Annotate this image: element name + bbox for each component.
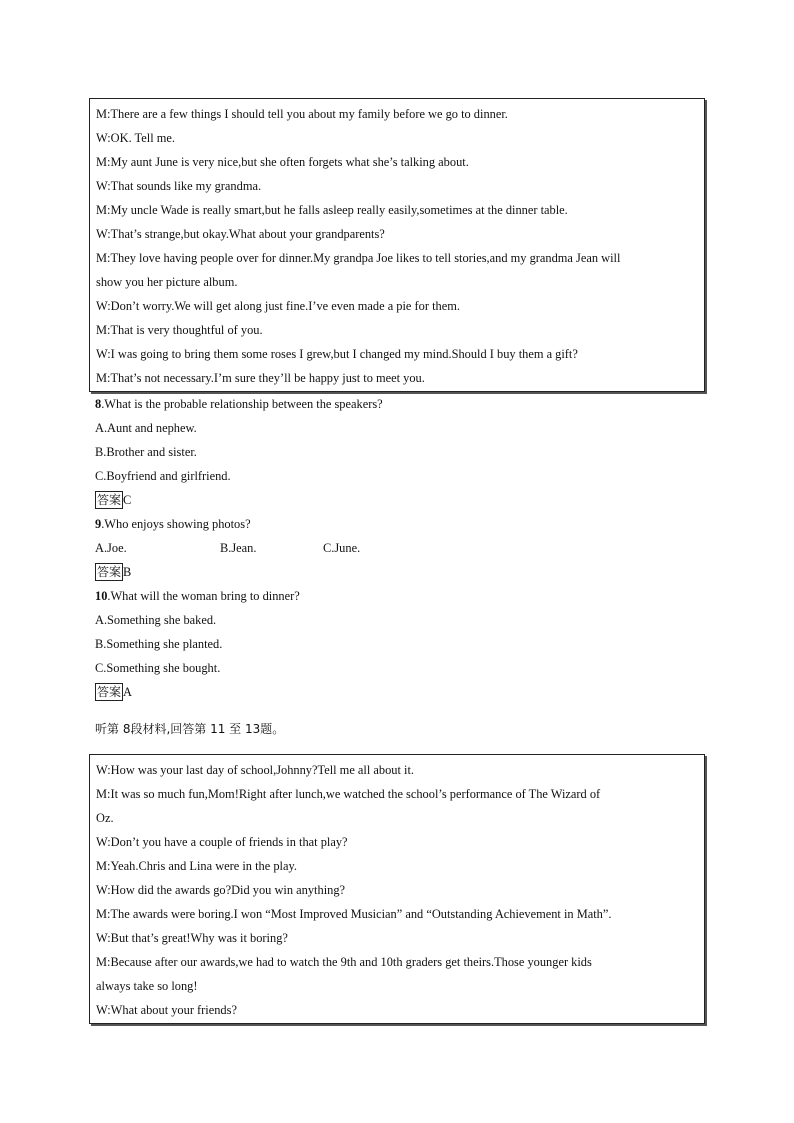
dialogue-box-2 xyxy=(89,754,705,1024)
question-9-option-a: A.Joe. xyxy=(95,541,127,555)
dialogue-line: always take so long! xyxy=(96,979,198,993)
dialogue-line: M:Yeah.Chris and Lina were in the play. xyxy=(96,859,297,873)
question-8-stem xyxy=(95,392,383,416)
question-8-answer xyxy=(95,488,131,512)
question-8-option-c: C.Boyfriend and girlfriend. xyxy=(95,469,231,483)
question-text: .What is the probable relationship between the speakers? xyxy=(101,397,383,411)
question-number: 10 xyxy=(95,589,108,603)
answer-value: B xyxy=(123,565,132,579)
dialogue-line: M:They love having people over for dinner.My grandpa Joe likes to tell stories,and my grandma Jean will xyxy=(96,251,621,265)
dialogue-line: W:I was going to bring them some roses I grew,but I changed my mind.Should I buy them a gift? xyxy=(96,347,578,361)
question-8-option-b: B.Brother and sister. xyxy=(95,445,197,459)
dialogue-line: show you her picture album. xyxy=(96,275,238,289)
answer-tag: 答案 xyxy=(97,685,122,699)
dialogue-box-1 xyxy=(89,98,705,392)
question-9-option-c: C.June. xyxy=(323,541,361,555)
section-heading: 听第 8段材料,回答第 11 至 13题。 xyxy=(95,722,285,736)
question-10-option-a: A.Something she baked. xyxy=(95,613,217,627)
question-9-stem xyxy=(95,512,251,536)
question-text: .Who enjoys showing photos? xyxy=(101,517,251,531)
answer-value: C xyxy=(123,493,132,507)
dialogue-line: W:That’s strange,but okay.What about your grandparents? xyxy=(96,227,385,241)
question-9-answer xyxy=(95,560,131,584)
dialogue-line: M:My aunt June is very nice,but she often forgets what she’s talking about. xyxy=(96,155,469,169)
question-10-stem xyxy=(95,584,300,608)
dialogue-line: W:Don’t you have a couple of friends in that play? xyxy=(96,835,348,849)
dialogue-line: W:But that’s great!Why was it boring? xyxy=(96,931,288,945)
question-10-answer xyxy=(95,680,132,704)
dialogue-line: W:How did the awards go?Did you win anything? xyxy=(96,883,346,897)
dialogue-line: W:How was your last day of school,Johnny?Tell me all about it. xyxy=(96,763,415,777)
answer-tag: 答案 xyxy=(97,493,122,507)
dialogue-line: M:The awards were boring.I won “Most Improved Musician” and “Outstanding Achievement in Math”. xyxy=(96,907,612,921)
dialogue-line: W:That sounds like my grandma. xyxy=(96,179,262,193)
dialogue-line: M:It was so much fun,Mom!Right after lunch,we watched the school’s performance of The Wizard of xyxy=(96,787,601,801)
answer-tag: 答案 xyxy=(97,565,122,579)
question-number: 9 xyxy=(95,517,102,531)
question-10-option-b: B.Something she planted. xyxy=(95,637,223,651)
question-text: .What will the woman bring to dinner? xyxy=(107,589,300,603)
question-number: 8 xyxy=(95,397,102,411)
dialogue-line: M:There are a few things I should tell you about my family before we go to dinner. xyxy=(96,107,508,121)
question-8-option-a: A.Aunt and nephew. xyxy=(95,421,197,435)
question-9-option-b: B.Jean. xyxy=(220,541,257,555)
answer-value: A xyxy=(123,685,132,699)
dialogue-line: W:Don’t worry.We will get along just fine.I’ve even made a pie for them. xyxy=(96,299,460,313)
dialogue-line: M:That is very thoughtful of you. xyxy=(96,323,263,337)
dialogue-line: W:OK. Tell me. xyxy=(96,131,175,145)
dialogue-line: Oz. xyxy=(96,811,114,825)
question-10-option-c: C.Something she bought. xyxy=(95,661,221,675)
dialogue-line: M:Because after our awards,we had to watch the 9th and 10th graders get theirs.Those younger kids xyxy=(96,955,592,969)
question-9-options xyxy=(95,536,595,560)
dialogue-line: W:What about your friends? xyxy=(96,1003,237,1017)
dialogue-line: M:My uncle Wade is really smart,but he falls asleep really easily,sometimes at the dinner table. xyxy=(96,203,568,217)
dialogue-line: M:That’s not necessary.I’m sure they’ll be happy just to meet you. xyxy=(96,371,425,385)
